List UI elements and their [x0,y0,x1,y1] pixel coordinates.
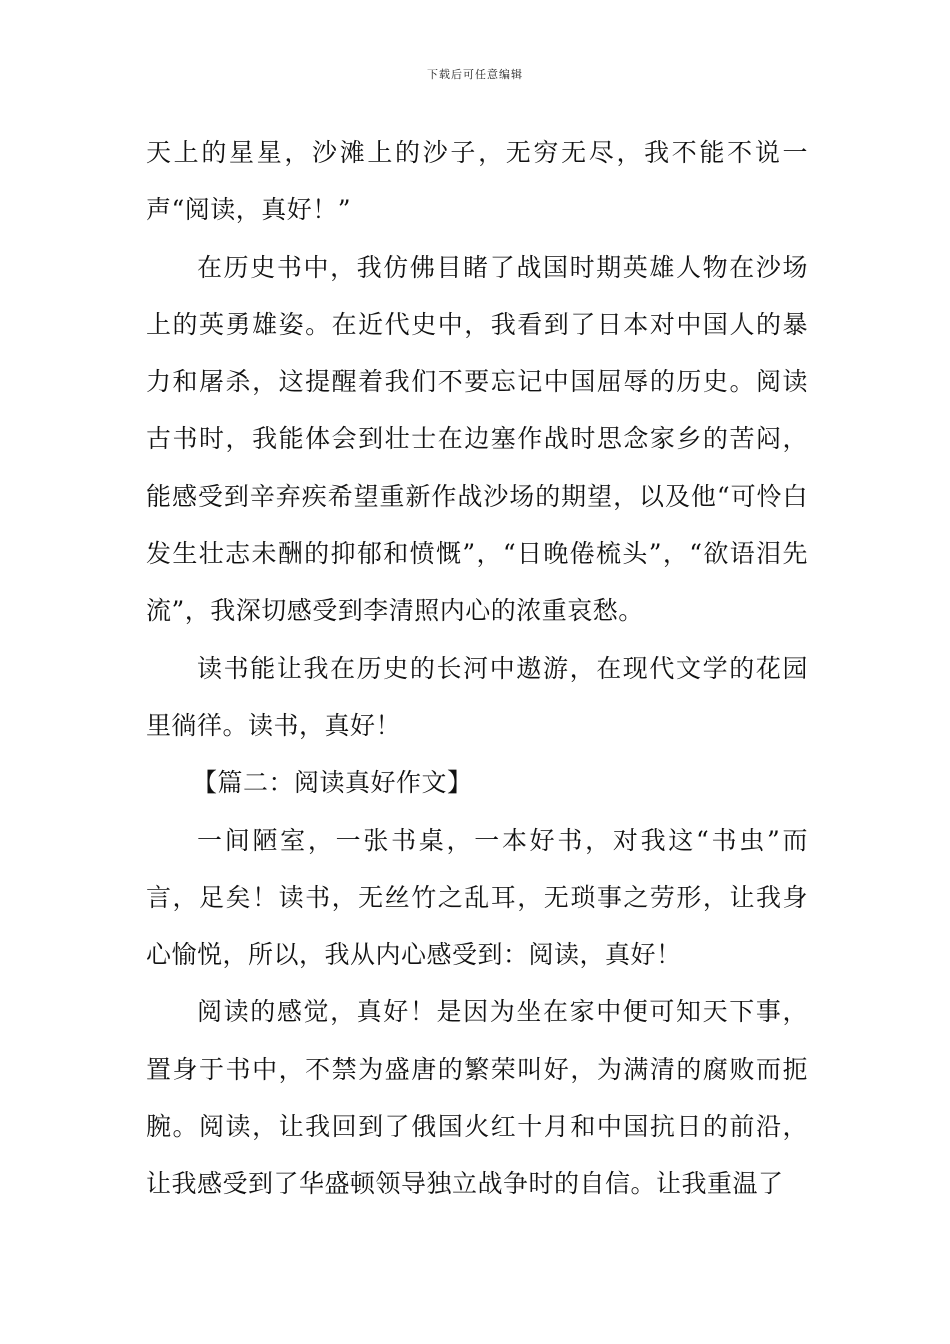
header-note: 下载后可任意编辑 [427,68,523,81]
paragraph-continuation: 天上的星星，沙滩上的沙子，无穷无尽，我不能不说一声“阅读，真好！” [146,138,808,225]
paragraph-feeling-of-reading: 阅读的感觉，真好！是因为坐在家中便可知天下事，置身于书中，不禁为盛唐的繁荣叫好，为满清的腐败而扼腕。阅读，让我回到了俄国火红十月和中国抗日的前沿，让我感受到了华盛顿领导独立战争时的自信。让我重温了 [146,997,808,1199]
document-body [146,124,808,1213]
paragraph-history-reading: 在历史书中，我仿佛目睹了战国时期英雄人物在沙场上的英勇雄姿。在近代史中，我看到了日本对中国人的暴力和屠杀，这提醒着我们不要忘记中国屈辱的历史。阅读古书时，我能体会到壮士在边塞作战时思念家乡的苦闷，能感受到辛弃疾希望重新作战沙场的期望，以及他“可怜白发生壮志未酬的抑郁和愤慨”，“日晚倦梳头”，“欲语泪先流”，我深切感受到李清照内心的浓重哀愁。 [146,252,808,626]
paragraph-humble-room: 一间陋室，一张书桌，一本好书，对我这“书虫”而言，足矣！读书，无丝竹之乱耳，无琐事之劳形，让我身心愉悦，所以，我从内心感受到：阅读，真好！ [146,825,808,970]
paragraph-reading-good: 读书能让我在历史的长河中遨游，在现代文学的花园里徜徉。读书，真好！ [146,653,808,740]
section-heading: 【篇二：阅读真好作文】 [192,768,473,798]
